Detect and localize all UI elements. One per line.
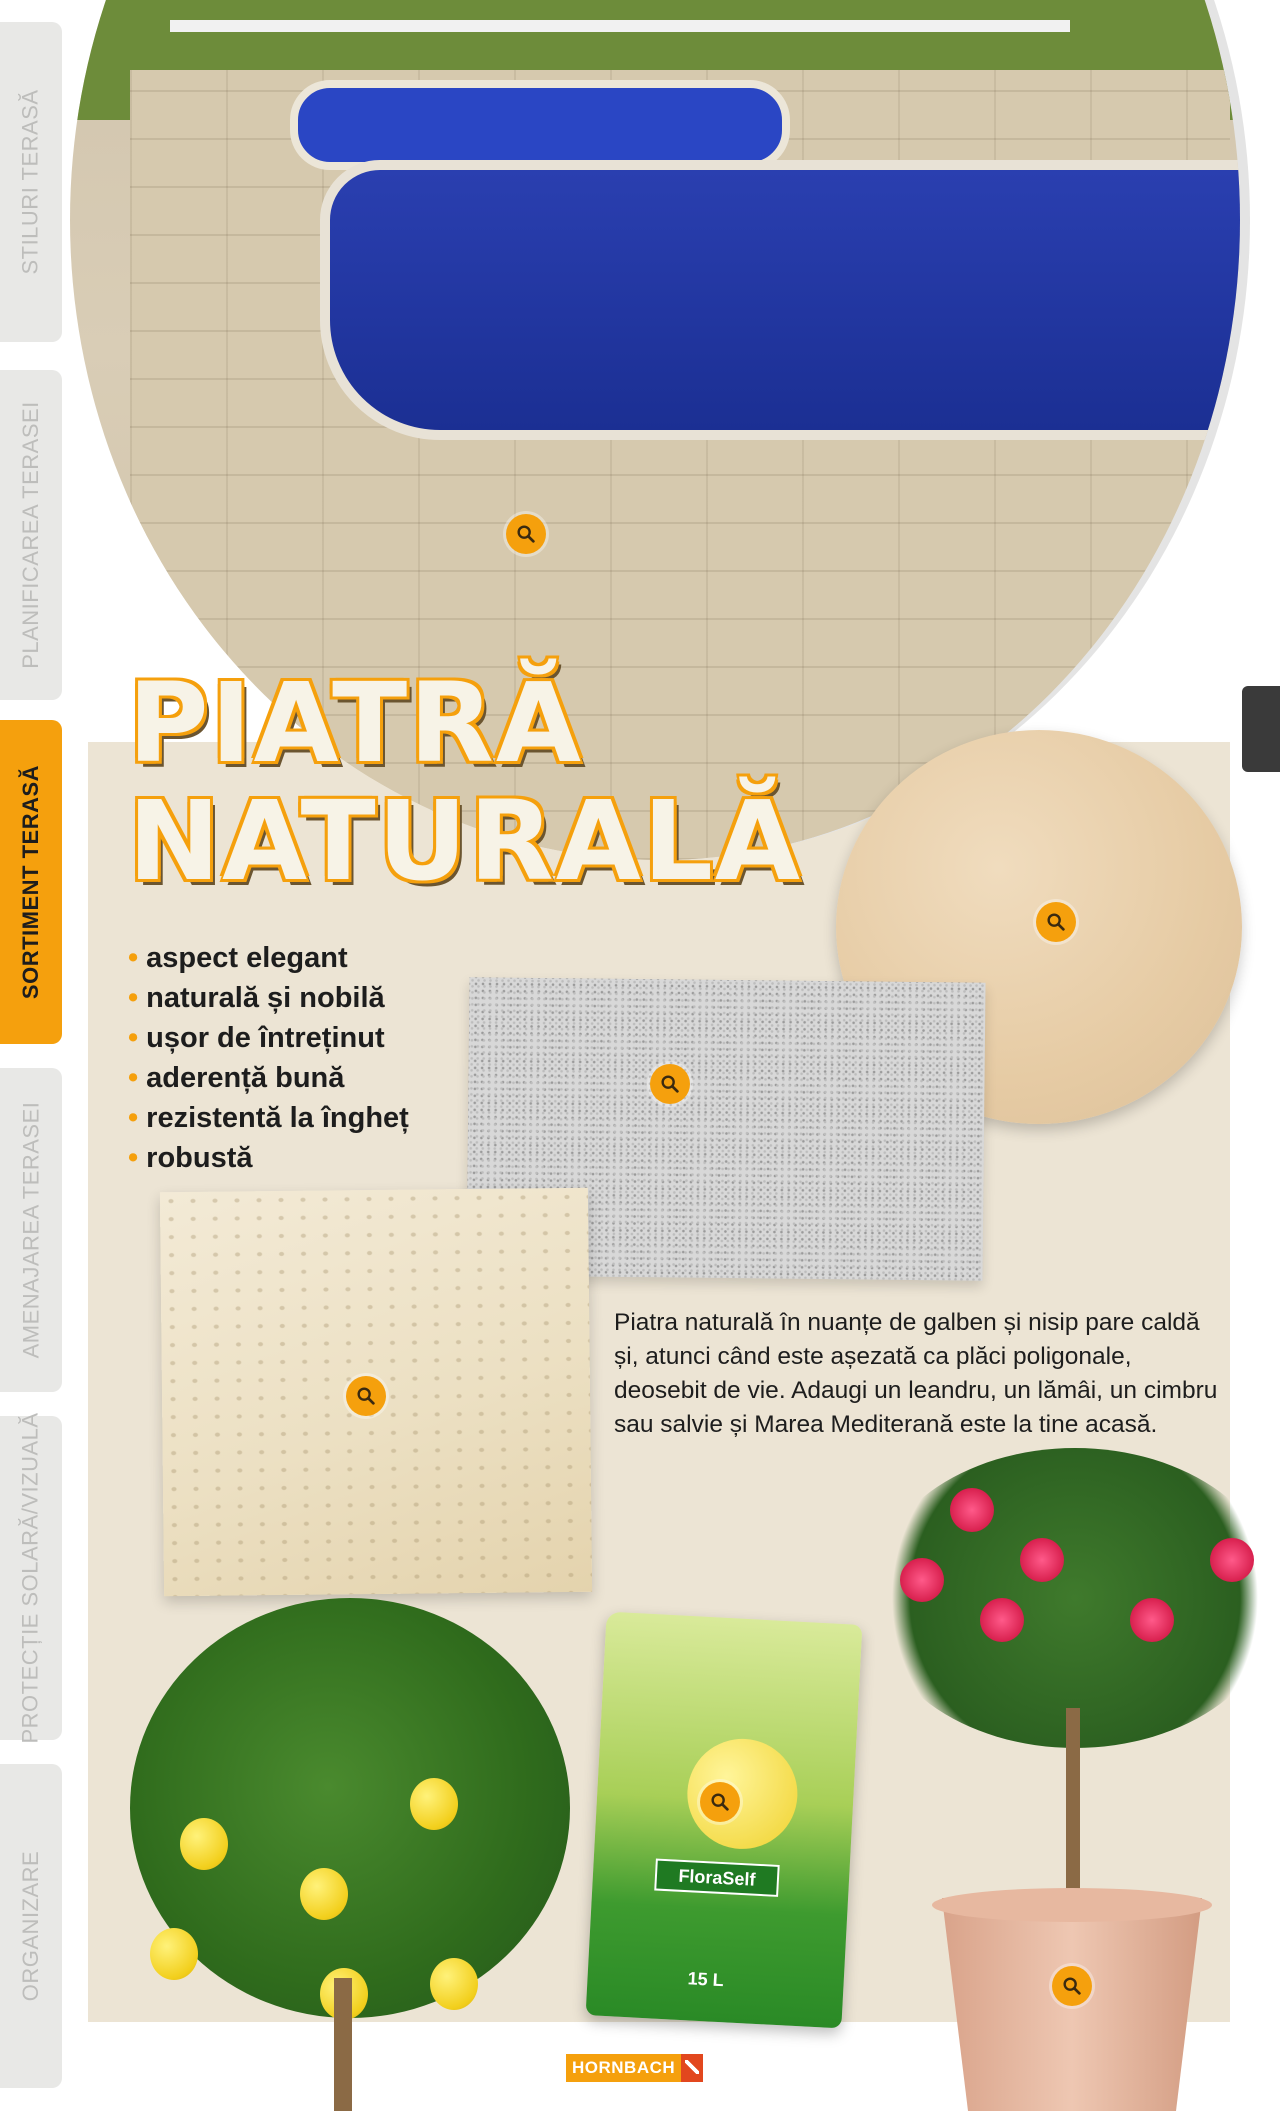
list-item: • rezistentă la îngheț bbox=[128, 1102, 409, 1134]
magnifier-icon[interactable] bbox=[1036, 902, 1076, 942]
tab-organizare[interactable] bbox=[0, 1764, 62, 2088]
magnifier-icon[interactable] bbox=[650, 1064, 690, 1104]
tab-label: PROTECȚIE SOLARĂ/VIZUALĂ bbox=[18, 1412, 44, 1744]
description-text: Piatra naturală în nuanțe de galben și nisip pare caldă și, atunci când este așezată ca plăci poligonale, deosebit de vie. Adaugi un leandru, un lămâi, un cimbru sau salvie și Marea Mediterană este la tine acasă. bbox=[614, 1309, 1218, 1438]
brand-mark-icon bbox=[681, 2054, 703, 2082]
flower bbox=[980, 1598, 1024, 1642]
title-line-1: PIATRĂ bbox=[128, 659, 584, 787]
tab-sortiment-terasa[interactable] bbox=[0, 720, 62, 1044]
bullet-icon: • bbox=[128, 1022, 139, 1054]
small-pool bbox=[290, 80, 790, 170]
stem bbox=[1066, 1708, 1080, 1908]
list-item: • ușor de întreținut bbox=[128, 1022, 385, 1054]
page-title bbox=[128, 659, 803, 905]
tab-label: ORGANIZARE bbox=[18, 1850, 43, 2002]
swimming-pool bbox=[320, 160, 1250, 440]
tab-label: PLANIFICAREA TERASEI bbox=[18, 401, 44, 669]
lemon bbox=[410, 1778, 458, 1830]
title-line-2: NATURALĂ bbox=[128, 777, 803, 905]
tab-amenajarea-terasei[interactable] bbox=[0, 1068, 62, 1392]
flower bbox=[1210, 1538, 1254, 1582]
pot-rim bbox=[932, 1888, 1212, 1922]
tab-planificarea-terasei[interactable] bbox=[0, 370, 62, 700]
tab-stiluri-terasa[interactable] bbox=[0, 22, 62, 342]
bullet-icon: • bbox=[128, 1102, 139, 1134]
magnifier-icon[interactable] bbox=[1052, 1966, 1092, 2006]
magnifier-icon[interactable] bbox=[700, 1782, 740, 1822]
list-item: • aderență bună bbox=[128, 1062, 345, 1094]
lemon bbox=[150, 1928, 198, 1980]
brand-logo bbox=[566, 2054, 703, 2082]
magnifier-icon[interactable] bbox=[506, 514, 546, 554]
lemon bbox=[180, 1818, 228, 1870]
bullet-icon: • bbox=[128, 1062, 139, 1094]
lemon bbox=[300, 1868, 348, 1920]
oleander-image bbox=[870, 1448, 1280, 2111]
trunk bbox=[334, 1978, 352, 2111]
flower bbox=[1020, 1538, 1064, 1582]
tab-label: AMENAJAREA TERASEI bbox=[18, 1101, 43, 1359]
flower bbox=[1130, 1598, 1174, 1642]
fence bbox=[170, 20, 1070, 32]
product-volume: 15 L bbox=[687, 1968, 725, 1991]
brand-logo-text: HORNBACH bbox=[566, 2054, 681, 2082]
flower bbox=[950, 1488, 994, 1532]
dark-stone-sample bbox=[1242, 686, 1280, 772]
lemon bbox=[430, 1958, 478, 2010]
list-item: • robustă bbox=[128, 1142, 253, 1174]
lemon-tree-image bbox=[110, 1598, 580, 2111]
tab-label: STILURI TERASĂ bbox=[18, 89, 43, 275]
side-navigation bbox=[0, 0, 62, 2111]
list-item: • aspect elegant bbox=[128, 942, 348, 974]
list-item: • naturală și nobilă bbox=[128, 982, 385, 1014]
bullet-icon: • bbox=[128, 1142, 139, 1174]
bullet-icon: • bbox=[128, 982, 139, 1014]
bullet-icon: • bbox=[128, 942, 139, 974]
product-brand: FloraSelf bbox=[654, 1858, 780, 1896]
tab-label: SORTIMENT TERASĂ bbox=[18, 764, 43, 1000]
magnifier-icon[interactable] bbox=[346, 1376, 386, 1416]
flower bbox=[900, 1558, 944, 1602]
tab-protectie-solara[interactable] bbox=[0, 1412, 62, 1744]
feature-list bbox=[128, 938, 409, 1178]
